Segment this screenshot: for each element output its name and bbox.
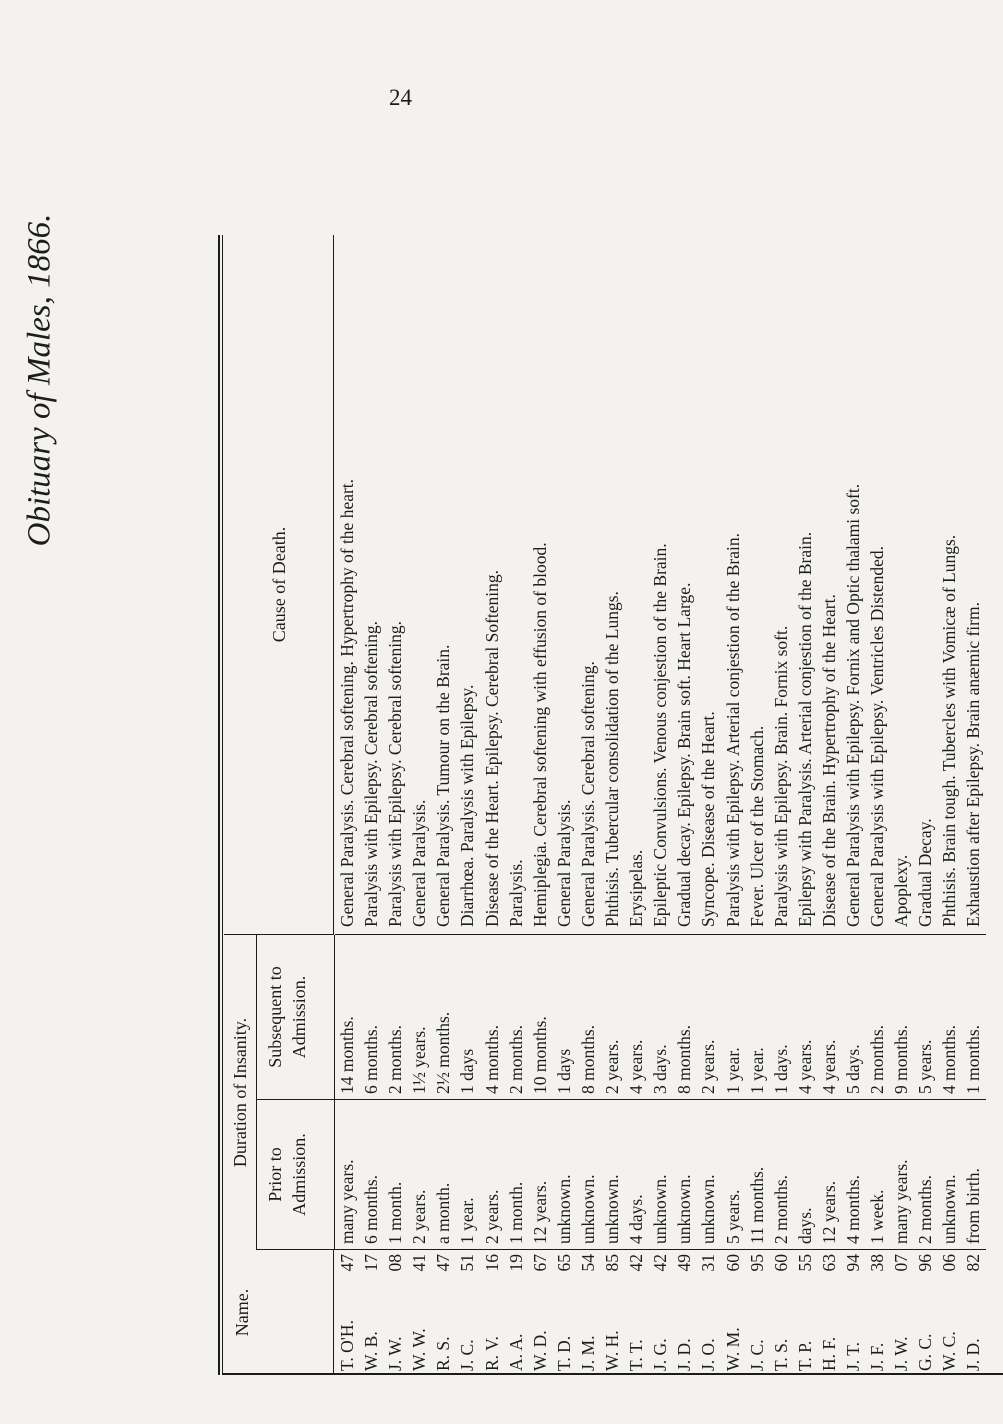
cell-age: 65 — [553, 1254, 574, 1272]
cell-cause: Epileptic Convulsions. Venous conjestion of the Brain. — [648, 235, 672, 935]
header-duration: Duration of Insanity. — [224, 935, 257, 1250]
cell-name: J. G. — [650, 1338, 671, 1371]
row-name-age — [672, 1250, 696, 1375]
cell-name: T. T. — [626, 1339, 647, 1371]
cell-cause: Exhaustion after Epilepsy. Brain anæmic firm. — [961, 235, 985, 935]
row-name-age — [552, 1250, 576, 1375]
cell-age: 67 — [529, 1254, 550, 1272]
cell-subsequent: 2 years. — [696, 935, 720, 1100]
cell-name: T. O'H. — [337, 1320, 357, 1371]
cell-name: A. A. — [505, 1333, 526, 1371]
cell-age: 60 — [722, 1254, 743, 1272]
cell-subsequent: 8 months. — [576, 935, 600, 1100]
cell-prior: 1 year. — [455, 1100, 479, 1250]
row-name-age — [841, 1250, 865, 1375]
cell-age: 16 — [481, 1254, 502, 1272]
cell-cause: Paralysis with Epilepsy. Cerebral softening. — [359, 235, 383, 935]
cell-subsequent: 2 months. — [504, 935, 528, 1100]
cell-subsequent: 9 months. — [889, 935, 913, 1100]
cell-subsequent: 4 months. — [937, 935, 961, 1100]
rotated-table-stage — [218, 120, 984, 1375]
cell-age: 42 — [650, 1254, 671, 1272]
cell-name: T. D. — [553, 1335, 574, 1371]
cell-prior: a month. — [431, 1100, 455, 1250]
cell-subsequent: 1½ years. — [407, 935, 431, 1100]
cell-name: J. D. — [963, 1338, 984, 1371]
cell-age: 08 — [385, 1254, 406, 1272]
row-name-age — [817, 1250, 841, 1375]
cell-name: J. F. — [867, 1342, 888, 1371]
row-name-age — [648, 1250, 672, 1375]
cell-age: 95 — [746, 1254, 767, 1272]
cell-prior: 12 years. — [528, 1100, 552, 1250]
cell-prior: 4 months. — [841, 1100, 865, 1250]
row-name-age — [889, 1250, 913, 1375]
cell-prior: 4 days. — [624, 1100, 648, 1250]
cell-prior: 1 month. — [383, 1100, 407, 1250]
cell-prior: unknown. — [937, 1100, 961, 1250]
cell-name: W. C. — [939, 1331, 960, 1371]
cell-subsequent: 1 months. — [961, 935, 985, 1100]
row-name-age — [407, 1250, 431, 1375]
cell-cause: Paralysis with Epilepsy. Brain. Fornix soft. — [769, 235, 793, 935]
cell-name: J. M. — [577, 1335, 598, 1371]
cell-cause: Gradual decay. Epilepsy. Brain soft. Heart Large. — [672, 235, 696, 935]
top-rule — [218, 235, 220, 1375]
header-name: Name. — [224, 1250, 334, 1375]
cell-prior: 2 months. — [769, 1100, 793, 1250]
cell-name: J. T. — [842, 1341, 863, 1371]
cell-subsequent: 2 months. — [383, 935, 407, 1100]
cell-subsequent: 2 months. — [865, 935, 889, 1100]
cell-prior: unknown. — [600, 1100, 624, 1250]
cell-name: W. W. — [409, 1328, 430, 1371]
header-subsequent-line2: Admission. — [289, 975, 309, 1059]
cell-prior: unknown. — [696, 1100, 720, 1250]
cell-cause: Apoplexy. — [889, 235, 913, 935]
cell-subsequent: 4 years. — [624, 935, 648, 1100]
cell-age: 82 — [963, 1254, 984, 1272]
cell-age: 51 — [457, 1254, 478, 1272]
row-name-age — [528, 1250, 552, 1375]
cell-subsequent: 8 months. — [672, 935, 696, 1100]
table-grid — [224, 235, 986, 1375]
cell-age: 85 — [602, 1254, 623, 1272]
cell-age: 41 — [409, 1254, 430, 1272]
cell-subsequent: 2½ months. — [431, 935, 455, 1100]
cell-name: W. H. — [602, 1330, 623, 1371]
cell-cause: Phthisis. Tubercular consolidation of the Lungs. — [600, 235, 624, 935]
cell-age: 38 — [867, 1254, 888, 1272]
cell-name: W. D. — [529, 1330, 550, 1371]
cell-cause: Diarrhœa. Paralysis with Epilepsy. — [455, 235, 479, 935]
cell-age: 63 — [818, 1254, 839, 1272]
row-name-age — [335, 1250, 359, 1375]
row-name-age — [961, 1250, 985, 1375]
cell-prior: many years. — [335, 1100, 359, 1250]
cell-name: J. W. — [891, 1336, 912, 1371]
row-name-age — [576, 1250, 600, 1375]
cell-subsequent: 5 days. — [841, 935, 865, 1100]
cell-cause: Paralysis with Epilepsy. Arterial conjestion of the Brain. — [721, 235, 745, 935]
cell-subsequent: 1 year. — [745, 935, 769, 1100]
cell-cause: Epilepsy with Paralysis. Arterial conjestion of the Brain. — [793, 235, 817, 935]
cell-cause: General Paralysis. — [552, 235, 576, 935]
cell-prior: 5 years. — [721, 1100, 745, 1250]
cell-age: 06 — [939, 1254, 960, 1272]
header-cause: Cause of Death. — [224, 235, 334, 935]
cell-age: 96 — [915, 1254, 936, 1272]
cell-subsequent: 1 days — [552, 935, 576, 1100]
cell-prior: 2 years. — [407, 1100, 431, 1250]
page-number: 24 — [389, 85, 412, 110]
cell-name: T. S. — [770, 1338, 791, 1371]
row-name-age — [793, 1250, 817, 1375]
row-name-age — [504, 1250, 528, 1375]
cell-subsequent: 1 days — [455, 935, 479, 1100]
cell-subsequent: 14 months. — [335, 935, 359, 1100]
cell-age: 47 — [433, 1254, 454, 1272]
cell-subsequent: 5 years. — [913, 935, 937, 1100]
cell-age: 07 — [891, 1254, 912, 1272]
header-prior — [257, 1100, 335, 1250]
cell-prior: unknown. — [672, 1100, 696, 1250]
header-prior-line1: Prior to — [265, 1147, 285, 1202]
cell-age: 94 — [842, 1254, 863, 1272]
cell-prior: 1 month. — [504, 1100, 528, 1250]
cell-age: 17 — [361, 1254, 382, 1272]
cell-cause: Gradual Decay. — [913, 235, 937, 935]
cell-subsequent: 4 years. — [817, 935, 841, 1100]
header-subsequent-line1: Subsequent to — [265, 966, 285, 1068]
cell-prior: days. — [793, 1100, 817, 1250]
cell-name: T. P. — [794, 1340, 815, 1371]
row-name-age — [937, 1250, 961, 1375]
cell-name: G. C. — [915, 1333, 936, 1371]
cell-cause: General Paralysis. Cerebral softening. Hypertrophy of the heart. — [335, 235, 359, 935]
cell-age: 60 — [770, 1254, 791, 1272]
header-prior-line2: Admission. — [289, 1133, 309, 1216]
cell-cause: General Paralysis with Epilepsy. Fornix and Optic thalami soft. — [841, 235, 865, 935]
row-name-age — [624, 1250, 648, 1375]
header-subsequent — [257, 935, 335, 1100]
row-name-age — [480, 1250, 504, 1375]
cell-prior: 11 months. — [745, 1100, 769, 1250]
cell-cause: General Paralysis. Tumour on the Brain. — [431, 235, 455, 935]
cell-prior: unknown. — [552, 1100, 576, 1250]
row-name-age — [383, 1250, 407, 1375]
cell-cause: Disease of the Heart. Epilepsy. Cerebral Softening. — [480, 235, 504, 935]
cell-cause: Erysipelas. — [624, 235, 648, 935]
row-name-age — [431, 1250, 455, 1375]
top-rule-thin — [222, 235, 223, 1375]
cell-prior: 2 months. — [913, 1100, 937, 1250]
cell-cause: Paralysis. — [504, 235, 528, 935]
cell-name: W. B. — [361, 1331, 382, 1371]
cell-cause: Hemiplegia. Cerebral softening with effusion of blood. — [528, 235, 552, 935]
page-title: Obituary of Males, 1866. — [21, 213, 58, 547]
cell-name: R. V. — [481, 1336, 502, 1371]
cell-age: 49 — [674, 1254, 695, 1272]
row-name-age — [721, 1250, 745, 1375]
row-name-age — [359, 1250, 383, 1375]
row-name-age — [696, 1250, 720, 1375]
cell-age: 31 — [698, 1254, 719, 1272]
cell-subsequent: 1 year. — [721, 935, 745, 1100]
cell-name: W. M. — [722, 1327, 743, 1371]
cell-prior: many years. — [889, 1100, 913, 1250]
cell-name: J. C. — [746, 1339, 767, 1371]
cell-prior: from birth. — [961, 1100, 985, 1250]
cell-prior: 12 years. — [817, 1100, 841, 1250]
cell-age: 55 — [794, 1254, 815, 1272]
cell-prior: 2 years. — [480, 1100, 504, 1250]
cell-name: J. D. — [674, 1338, 695, 1371]
cell-name: R. S. — [433, 1336, 454, 1371]
cell-prior: unknown. — [648, 1100, 672, 1250]
cell-cause: Syncope. Disease of the Heart. — [696, 235, 720, 935]
row-name-age — [913, 1250, 937, 1375]
cell-subsequent: 4 years. — [793, 935, 817, 1100]
cell-subsequent: 3 days. — [648, 935, 672, 1100]
cell-prior: unknown. — [576, 1100, 600, 1250]
cell-subsequent: 10 months. — [528, 935, 552, 1100]
cell-age: 47 — [337, 1254, 357, 1272]
cell-name: J. C. — [457, 1339, 478, 1371]
cell-prior: 6 months. — [359, 1100, 383, 1250]
cell-cause: General Paralysis with Epilepsy. Ventricles Distended. — [865, 235, 889, 935]
cell-cause: General Paralysis. — [407, 235, 431, 935]
cell-cause: Fever. Ulcer of the Stomach. — [745, 235, 769, 935]
cell-prior: 1 week. — [865, 1100, 889, 1250]
cell-cause: Phthisis. Brain tough. Tubercles with Vomicæ of Lungs. — [937, 235, 961, 935]
cell-cause: Paralysis with Epilepsy. Cerebral softening. — [383, 235, 407, 935]
cell-name: H. F. — [818, 1336, 839, 1371]
row-name-age — [769, 1250, 793, 1375]
cell-name: J. O. — [698, 1338, 719, 1371]
row-name-age — [865, 1250, 889, 1375]
cell-age: 42 — [626, 1254, 647, 1272]
cell-subsequent: 1 days. — [769, 935, 793, 1100]
cell-subsequent: 2 years. — [600, 935, 624, 1100]
row-name-age — [745, 1250, 769, 1375]
row-name-age — [600, 1250, 624, 1375]
cell-name: J. W. — [385, 1336, 406, 1371]
cell-age: 19 — [505, 1254, 526, 1272]
rotated-table — [218, 120, 984, 1375]
cell-age: 54 — [577, 1254, 598, 1272]
row-name-age — [455, 1250, 479, 1375]
cell-subsequent: 4 months. — [480, 935, 504, 1100]
cell-subsequent: 6 months. — [359, 935, 383, 1100]
cell-cause: Disease of the Brain. Hypertrophy of the Heart. — [817, 235, 841, 935]
cell-cause: General Paralysis. Cerebral softening. — [576, 235, 600, 935]
